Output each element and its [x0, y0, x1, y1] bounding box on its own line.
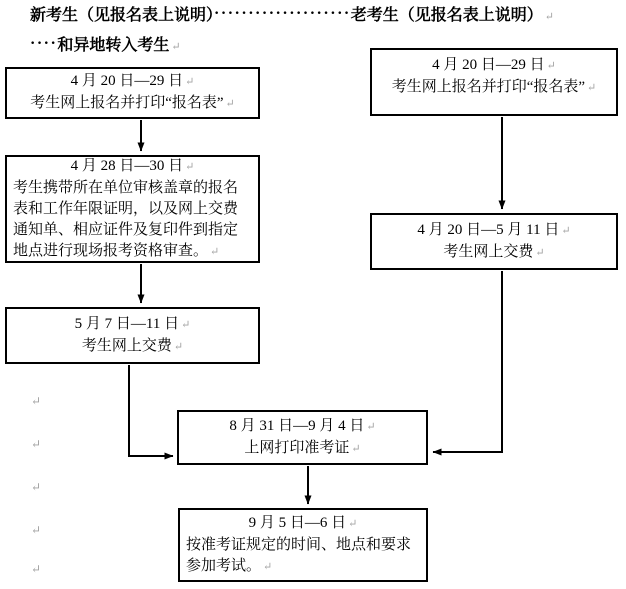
- box-date: [185, 416, 420, 438]
- pilcrow-mark: ↵: [31, 523, 42, 537]
- pilcrow-mark: ↵: [31, 562, 42, 576]
- pilcrow-mark: ↵: [263, 560, 273, 573]
- box-body: [185, 438, 420, 460]
- pilcrow-mark: ↵: [546, 60, 556, 72]
- arrow-new-payment-to-ticket: [129, 365, 173, 456]
- pilcrow-mark: ↵: [31, 437, 42, 451]
- body-text: 上网打印准考证: [244, 439, 350, 456]
- pilcrow-mark: ↵: [31, 480, 42, 494]
- pilcrow-mark: ↵: [171, 41, 181, 53]
- leader-dots: ····: [30, 35, 58, 52]
- arrow-old-payment-to-ticket: [433, 271, 502, 452]
- pilcrow-mark: ↵: [173, 340, 184, 353]
- pilcrow-mark: ↵: [181, 318, 191, 331]
- pilcrow-mark: ↵: [544, 11, 554, 23]
- box-date: [186, 513, 420, 535]
- box-new-online-register: [5, 67, 260, 119]
- header-line-1: [30, 6, 554, 27]
- box-old-payment: [370, 213, 618, 270]
- pilcrow-mark: ↵: [185, 76, 195, 88]
- box-body: [378, 77, 610, 99]
- box-body: [13, 178, 252, 263]
- box-take-exam: [178, 508, 428, 582]
- leader-dots: ····················: [214, 5, 351, 22]
- pilcrow-mark: ↵: [366, 420, 376, 433]
- box-body: [186, 535, 420, 578]
- box-old-online-register: [370, 48, 618, 116]
- pilcrow-mark: ↵: [535, 246, 545, 259]
- pilcrow-mark: ↵: [351, 442, 361, 455]
- date-text: 4 月 28 日—30 日: [70, 157, 184, 174]
- box-date: [378, 220, 610, 242]
- pilcrow-mark: ↵: [225, 98, 235, 110]
- box-body: [13, 93, 252, 115]
- date-text: 4 月 20 日—29 日: [432, 57, 545, 73]
- header-line-2: [30, 36, 181, 57]
- box-date: [378, 55, 610, 77]
- date-text: 4 月 20 日—29 日: [70, 73, 184, 89]
- box-new-payment: [5, 307, 260, 364]
- box-print-admission-ticket: [177, 410, 428, 465]
- new-examinee-title: 新考生（见报名表上说明）: [30, 7, 215, 24]
- date-text: 9 月 5 日—6 日: [248, 514, 347, 531]
- pilcrow-mark: ↵: [587, 82, 597, 94]
- box-date: [13, 156, 252, 178]
- box-new-onsite-review: [5, 155, 260, 263]
- body-text: 考生网上交费: [81, 337, 172, 354]
- date-text: 5 月 7 日—11 日: [74, 315, 180, 332]
- box-date: [13, 314, 252, 336]
- body-text: 考生网上报名并打印“报名表”: [30, 95, 224, 111]
- body-text: 考生网上报名并打印“报名表”: [391, 79, 586, 95]
- pilcrow-mark: ↵: [31, 394, 42, 408]
- body-text: 考生携带所在单位审核盖章的报名表和工作年限证明，以及网上交费通知单、相应证件及复印件到指定地点进行现场报考资格审查。: [13, 179, 239, 259]
- old-examinee-title: 老考生（见报名表上说明）: [350, 7, 543, 24]
- box-body: [13, 336, 252, 358]
- date-text: 8 月 31 日—9 月 4 日: [229, 417, 365, 434]
- pilcrow-mark: ↵: [348, 517, 358, 530]
- box-body: [378, 242, 610, 264]
- pilcrow-mark: ↵: [185, 160, 195, 173]
- body-text: 按准考证规定的时间、地点和要求参加考试。: [186, 536, 412, 574]
- pilcrow-mark: ↵: [561, 224, 571, 237]
- date-text: 4 月 20 日—5 月 11 日: [417, 221, 560, 238]
- transfer-examinee-subtitle: 和异地转入考生: [57, 37, 170, 54]
- body-text: 考生网上交费: [443, 243, 534, 260]
- pilcrow-mark: ↵: [210, 245, 220, 258]
- box-date: [13, 71, 252, 93]
